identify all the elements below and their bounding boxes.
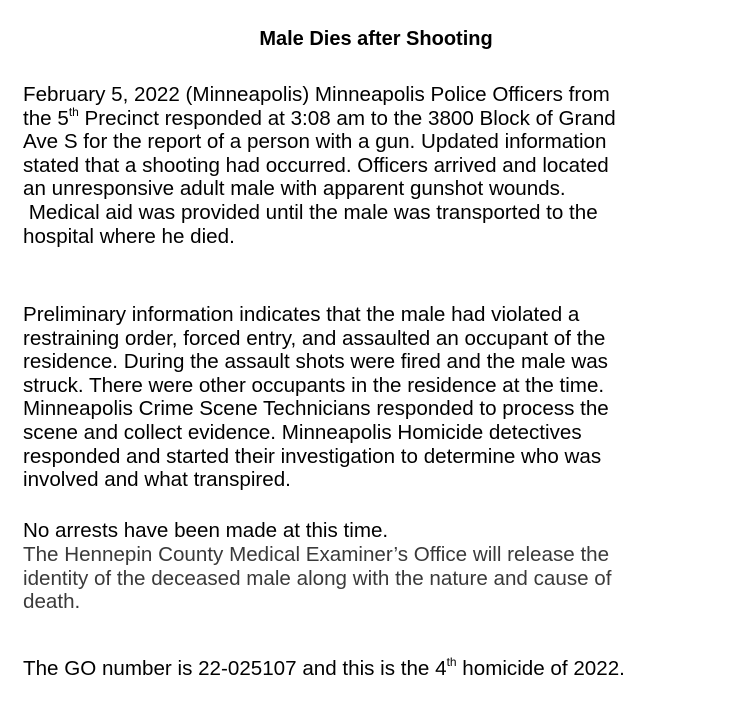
text-line: involved and what transpired. xyxy=(23,468,291,492)
text-line: stated that a shooting had occurred. Officers arrived and located xyxy=(23,153,609,177)
text-line: The Hennepin County Medical Examiner’s Office will release the xyxy=(23,543,610,566)
text-line: No arrests have been made at this time. xyxy=(23,519,389,542)
text-line: restraining order, forced entry, and assaulted an occupant of the xyxy=(23,326,606,350)
text-line: struck. There were other occupants in the residence at the time. xyxy=(23,373,605,397)
text-line: residence. During the assault shots were fired and the male was xyxy=(23,350,608,374)
incident-paragraph xyxy=(23,83,723,248)
text-line: hospital where he died. xyxy=(23,224,235,248)
text-line: responded and started their investigation to determine who was xyxy=(23,444,602,468)
text-line: death. xyxy=(23,590,81,614)
text-fragment: The GO number is 22-025107 and this is the 4 xyxy=(23,657,447,680)
text-line: scene and collect evidence. Minneapolis Homicide detectives xyxy=(23,420,582,444)
text-fragment: homicide of 2022. xyxy=(456,657,625,680)
preliminary-info-paragraph xyxy=(23,303,723,492)
text-line: an unresponsive adult male with apparent gunshot wounds. xyxy=(23,177,566,201)
text-line: Minneapolis Crime Scene Technicians responded to process the xyxy=(23,397,609,421)
text-line xyxy=(23,657,723,681)
text-line xyxy=(23,104,723,131)
medical-examiner-paragraph xyxy=(23,543,723,614)
text-line: February 5, 2022 (Minneapolis) Minneapolis Police Officers from xyxy=(23,83,610,106)
arrests-paragraph xyxy=(23,519,723,543)
text-line: Medical aid was provided until the male was transported to the xyxy=(23,200,598,224)
go-number-paragraph xyxy=(23,657,723,681)
ordinal-suffix: th xyxy=(446,655,457,669)
text-line: Preliminary information indicates that the male had violated a xyxy=(23,303,580,326)
text-line: Ave S for the report of a person with a gun. Updated information xyxy=(23,130,607,154)
text-fragment: Precinct responded at 3:08 am to the 3800 Block of Grand xyxy=(78,106,616,130)
page-title: Male Dies after Shooting xyxy=(259,28,493,50)
text-fragment: the 5 xyxy=(23,106,69,130)
ordinal-suffix: th xyxy=(68,104,79,119)
text-line: identity of the deceased male along with the nature and cause of xyxy=(23,566,612,590)
